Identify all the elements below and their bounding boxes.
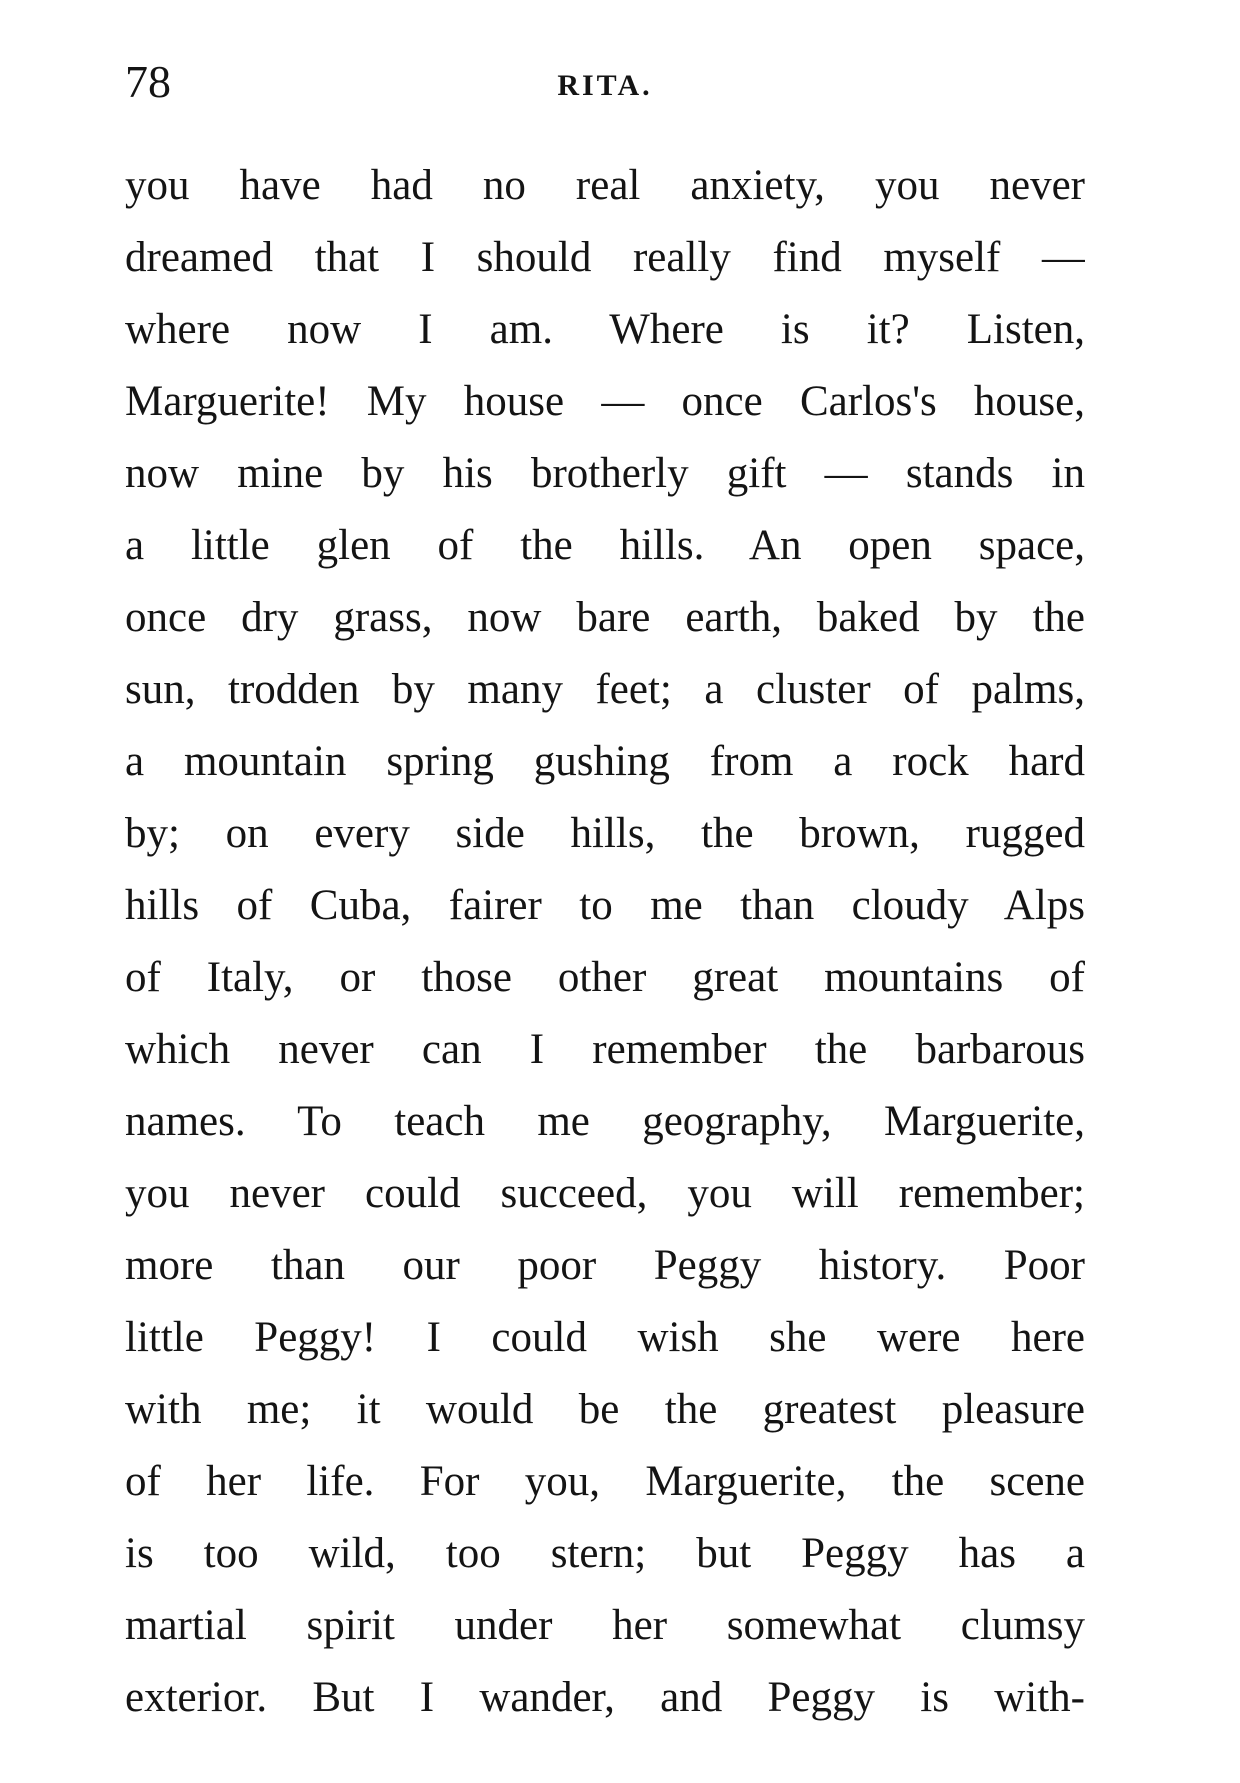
text-line: hills of Cuba, fairer to me than cloudy Alps <box>125 882 1085 929</box>
text-line: martial spirit under her somewhat clumsy <box>125 1602 1085 1649</box>
text-line: now mine by his brotherly gift — stands in <box>125 450 1085 497</box>
text-line: with me; it would be the greatest pleasure <box>125 1386 1085 1433</box>
text-line: little Peggy! I could wish she were here <box>125 1314 1085 1361</box>
text-line: Marguerite! My house — once Carlos's house, <box>125 378 1085 425</box>
text-line: dreamed that I should really find myself — <box>125 234 1085 281</box>
text-line: by; on every side hills, the brown, rugged <box>125 810 1085 857</box>
text-line: of her life. For you, Marguerite, the scene <box>125 1458 1085 1505</box>
text-line: more than our poor Peggy history. Poor <box>125 1242 1085 1289</box>
page-header <box>125 52 1085 112</box>
text-line: once dry grass, now bare earth, baked by the <box>125 594 1085 641</box>
page-number: 78 <box>125 56 171 107</box>
text-line: which never can I remember the barbarous <box>125 1026 1085 1073</box>
text-line: exterior. But I wander, and Peggy is with- <box>125 1674 1085 1721</box>
text-line: names. To teach me geography, Marguerite, <box>125 1098 1085 1145</box>
text-line: sun, trodden by many feet; a cluster of palms, <box>125 666 1085 713</box>
text-line: a little glen of the hills. An open space, <box>125 522 1085 569</box>
text-line: is too wild, too stern; but Peggy has a <box>125 1530 1085 1577</box>
text-line: you never could succeed, you will remember; <box>125 1170 1085 1217</box>
body-text <box>125 150 1085 1734</box>
text-line: a mountain spring gushing from a rock hard <box>125 738 1085 785</box>
text-line: you have had no real anxiety, you never <box>125 162 1085 209</box>
text-line: where now I am. Where is it? Listen, <box>125 306 1085 353</box>
running-title: RITA. <box>557 69 653 102</box>
text-line: of Italy, or those other great mountains of <box>125 954 1085 1001</box>
